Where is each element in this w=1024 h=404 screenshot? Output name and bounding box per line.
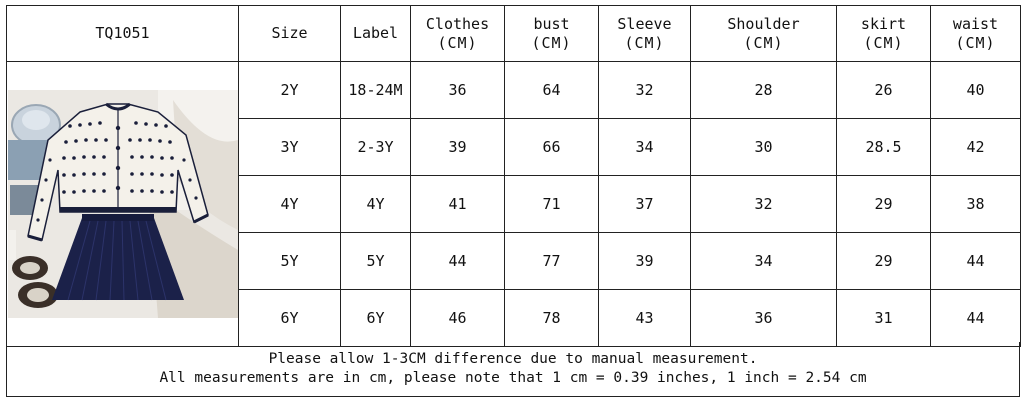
cell-label: 2-3Y bbox=[341, 119, 411, 176]
cell-size: 3Y bbox=[239, 119, 341, 176]
cell-bust: 77 bbox=[505, 233, 599, 290]
cell-bust: 66 bbox=[505, 119, 599, 176]
cell-size: 5Y bbox=[239, 233, 341, 290]
cell-sleeve: 43 bbox=[599, 290, 691, 347]
cell-shoulder: 36 bbox=[691, 290, 837, 347]
header-clothes: Clothes (CM) bbox=[411, 6, 505, 62]
cell-skirt: 31 bbox=[837, 290, 931, 347]
cell-label: 4Y bbox=[341, 176, 411, 233]
header-label: Label bbox=[341, 6, 411, 62]
cell-clothes: 36 bbox=[411, 62, 505, 119]
cell-waist: 38 bbox=[931, 176, 1021, 233]
cell-waist: 42 bbox=[931, 119, 1021, 176]
header-skirt: skirt (CM) bbox=[837, 6, 931, 62]
cell-sleeve: 34 bbox=[599, 119, 691, 176]
cell-waist: 44 bbox=[931, 233, 1021, 290]
cell-shoulder: 34 bbox=[691, 233, 837, 290]
cell-waist: 44 bbox=[931, 290, 1021, 347]
cell-waist: 40 bbox=[931, 62, 1021, 119]
cell-clothes: 41 bbox=[411, 176, 505, 233]
cell-size: 6Y bbox=[239, 290, 341, 347]
header-row bbox=[7, 6, 1021, 62]
note-line-difference: Please allow 1-3CM difference due to manual measurement. bbox=[268, 351, 758, 367]
header-bust: bust (CM) bbox=[505, 6, 599, 62]
cell-clothes: 44 bbox=[411, 233, 505, 290]
cell-label: 18-24M bbox=[341, 62, 411, 119]
table-row bbox=[7, 62, 1021, 119]
cell-skirt: 28.5 bbox=[837, 119, 931, 176]
measurement-note bbox=[6, 342, 1020, 397]
note-line-conversion: All measurements are in cm, please note that 1 cm = 0.39 inches, 1 inch = 2.54 cm bbox=[159, 370, 867, 386]
cell-shoulder: 32 bbox=[691, 176, 837, 233]
cell-shoulder: 30 bbox=[691, 119, 837, 176]
cell-shoulder: 28 bbox=[691, 62, 837, 119]
cell-skirt: 29 bbox=[837, 233, 931, 290]
cell-bust: 64 bbox=[505, 62, 599, 119]
cell-label: 6Y bbox=[341, 290, 411, 347]
cell-skirt: 26 bbox=[837, 62, 931, 119]
cell-skirt: 29 bbox=[837, 176, 931, 233]
header-sleeve: Sleeve (CM) bbox=[599, 6, 691, 62]
cell-label: 5Y bbox=[341, 233, 411, 290]
cell-bust: 71 bbox=[505, 176, 599, 233]
size-chart-table bbox=[6, 5, 1021, 347]
header-shoulder: Shoulder (CM) bbox=[691, 6, 837, 62]
cell-sleeve: 39 bbox=[599, 233, 691, 290]
cell-size: 2Y bbox=[239, 62, 341, 119]
cell-bust: 78 bbox=[505, 290, 599, 347]
product-photo bbox=[7, 62, 239, 347]
cell-sleeve: 32 bbox=[599, 62, 691, 119]
header-size: Size bbox=[239, 6, 341, 62]
model-number: TQ1051 bbox=[7, 6, 239, 62]
cell-clothes: 39 bbox=[411, 119, 505, 176]
cell-size: 4Y bbox=[239, 176, 341, 233]
cardigan-skirt-photo-icon bbox=[8, 90, 238, 318]
cell-sleeve: 37 bbox=[599, 176, 691, 233]
header-waist: waist (CM) bbox=[931, 6, 1021, 62]
cell-clothes: 46 bbox=[411, 290, 505, 347]
